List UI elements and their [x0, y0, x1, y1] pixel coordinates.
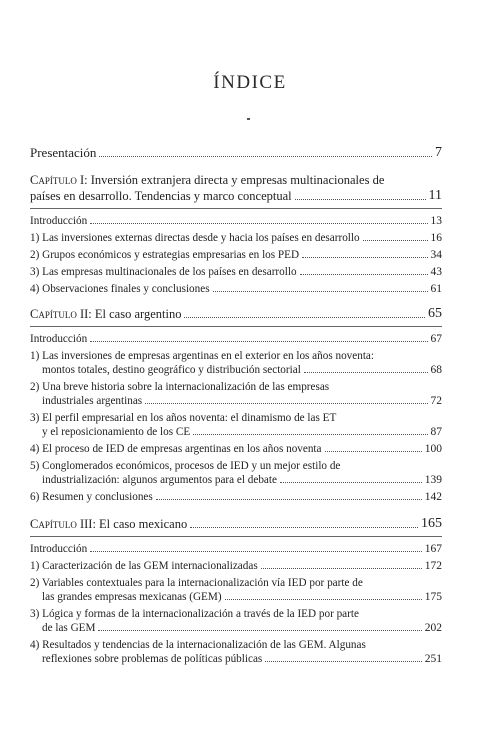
toc-entry-page: 100	[424, 443, 442, 455]
toc-entry[interactable]	[30, 576, 442, 604]
toc-entry-line: 3) Lógica y formas de la internacionalización a través de la IED por parte	[30, 608, 359, 620]
dot-leader	[190, 527, 418, 528]
chapter-heading-text	[30, 307, 181, 322]
toc-entry[interactable]	[30, 332, 442, 346]
toc-entry-label: Introducción	[30, 215, 88, 227]
toc-entry-label: 6) Resumen y conclusiones	[30, 491, 153, 503]
chapter-prefix: Capítulo I:	[30, 173, 88, 187]
toc-entry[interactable]	[30, 490, 442, 504]
chapter-heading-text	[30, 517, 187, 532]
dot-leader	[304, 372, 428, 373]
toc-entry-page: 167	[424, 543, 442, 555]
chapter-rule	[30, 536, 442, 537]
chapter-page: 11	[428, 188, 442, 203]
chapter-rule	[30, 208, 442, 209]
toc-entry-line: 2) Variables contextuales para la internacionalización vía IED por parte de	[30, 577, 363, 589]
ink-mark	[247, 118, 250, 120]
chapter-title: El caso mexicano	[99, 517, 188, 531]
toc-entry-page: 251	[424, 653, 442, 665]
toc-presentation-label: Presentación	[30, 145, 97, 160]
toc-entry[interactable]	[30, 380, 442, 408]
toc-entry[interactable]	[30, 349, 442, 377]
toc-entry-line-cont: montos totales, destino geográfico y distribución sectorial	[42, 364, 301, 376]
toc-entry-line: 5) Conglomerados económicos, procesos de IED y un mejor estilo de	[30, 460, 341, 472]
chapter-prefix: Capítulo II:	[30, 307, 92, 321]
table-of-contents	[30, 145, 442, 669]
toc-entry-page: 43	[430, 266, 442, 278]
toc-entry-label: 4) El proceso de IED de empresas argentinas en los años noventa	[30, 443, 322, 455]
toc-entry-label: 3) Las empresas multinacionales de los países en desarrollo	[30, 266, 297, 278]
dot-leader	[193, 434, 427, 435]
toc-entry[interactable]	[30, 282, 442, 296]
toc-entry-line: 2) Una breve historia sobre la internacionalización de las empresas	[30, 381, 330, 393]
dot-leader	[302, 257, 427, 258]
toc-presentation-page: 7	[435, 145, 442, 160]
chapter-title-cont: países en desarrollo. Tendencias y marco conceptual	[30, 189, 292, 203]
toc-entry-line-cont: industrialización: algunos argumentos para el debate	[42, 474, 277, 486]
toc-entry-label: 4) Observaciones finales y conclusiones	[30, 283, 210, 295]
dot-leader	[225, 599, 422, 600]
toc-entry-label: Introducción	[30, 333, 88, 345]
dot-leader	[98, 630, 421, 631]
dot-leader	[261, 568, 422, 569]
toc-entry-page: 16	[430, 232, 442, 244]
chapter-heading[interactable]	[30, 173, 442, 204]
chapter-page: 65	[428, 306, 442, 321]
toc-entry-label: 1) Las inversiones externas directas desde y hacia los países en desarrollo	[30, 232, 360, 244]
toc-entry-label: 1) Caracterización de las GEM internacionalizadas	[30, 560, 258, 572]
toc-entry-page: 61	[430, 283, 442, 295]
toc-entry-line: 1) Las inversiones de empresas argentinas en el exterior en los años noventa:	[30, 350, 375, 362]
toc-entry[interactable]	[30, 231, 442, 245]
toc-entry-page: 175	[424, 591, 442, 603]
toc-entry-page: 34	[430, 249, 442, 261]
dot-leader	[363, 240, 428, 241]
page-title: ÍNDICE	[213, 72, 287, 93]
toc-entry-page: 13	[430, 215, 442, 227]
chapter-heading[interactable]	[30, 306, 442, 322]
dot-leader	[295, 199, 426, 200]
dot-leader	[213, 291, 428, 292]
toc-entry-line: 3) El perfil empresarial en los años noventa: el dinamismo de las ET	[30, 412, 337, 424]
chapter-prefix: Capítulo III:	[30, 517, 96, 531]
toc-entry[interactable]	[30, 265, 442, 279]
toc-entry-page: 68	[430, 364, 442, 376]
toc-entry-label: Introducción	[30, 543, 88, 555]
toc-entry-page: 67	[430, 333, 442, 345]
toc-entry-page: 172	[424, 560, 442, 572]
toc-entry[interactable]	[30, 459, 442, 487]
toc-entry-line: 4) Resultados y tendencias de la internacionalización de las GEM. Algunas	[30, 639, 366, 651]
toc-entry-line-cont: reflexiones sobre problemas de políticas públicas	[42, 653, 263, 665]
chapter-rule	[30, 326, 442, 327]
dot-leader	[145, 403, 427, 404]
toc-entry-page: 142	[424, 491, 442, 503]
toc-entry-line-cont: industriales argentinas	[42, 395, 143, 407]
chapter-heading[interactable]	[30, 516, 442, 532]
chapter-title: El caso argentino	[94, 307, 182, 321]
toc-entry[interactable]	[30, 542, 442, 556]
toc-entry[interactable]	[30, 559, 442, 573]
dot-leader	[99, 156, 432, 157]
dot-leader	[156, 499, 422, 500]
chapter-block	[30, 306, 442, 504]
toc-entry-line-cont: de las GEM	[42, 622, 96, 634]
toc-entry-page: 87	[430, 426, 442, 438]
dot-leader	[280, 482, 422, 483]
toc-entry-line-cont: las grandes empresas mexicanas (GEM)	[42, 591, 222, 603]
toc-presentation[interactable]	[30, 145, 442, 161]
dot-leader	[300, 274, 428, 275]
toc-entry-line-cont: y el reposicionamiento de los CE	[42, 426, 191, 438]
chapter-page: 165	[421, 516, 442, 531]
toc-entry[interactable]	[30, 411, 442, 439]
dot-leader	[265, 661, 421, 662]
toc-entry[interactable]	[30, 248, 442, 262]
toc-entry[interactable]	[30, 214, 442, 228]
chapter-block	[30, 173, 442, 296]
chapter-title: Inversión extranjera directa y empresas multinacionales de	[90, 173, 385, 187]
chapter-heading-line	[30, 173, 442, 188]
dot-leader	[90, 341, 427, 342]
chapters-container	[30, 173, 442, 666]
toc-entry-label: 2) Grupos económicos y estrategias empresarias en los PED	[30, 249, 300, 261]
dot-leader	[184, 317, 425, 318]
toc-entry-page: 139	[424, 474, 442, 486]
toc-entry-page: 72	[430, 395, 442, 407]
chapter-block	[30, 516, 442, 666]
toc-entry-page: 202	[424, 622, 442, 634]
dot-leader	[325, 451, 422, 452]
toc-entry[interactable]	[30, 607, 442, 635]
toc-entry[interactable]	[30, 638, 442, 666]
dot-leader	[90, 223, 427, 224]
dot-leader	[90, 551, 422, 552]
toc-entry[interactable]	[30, 442, 442, 456]
